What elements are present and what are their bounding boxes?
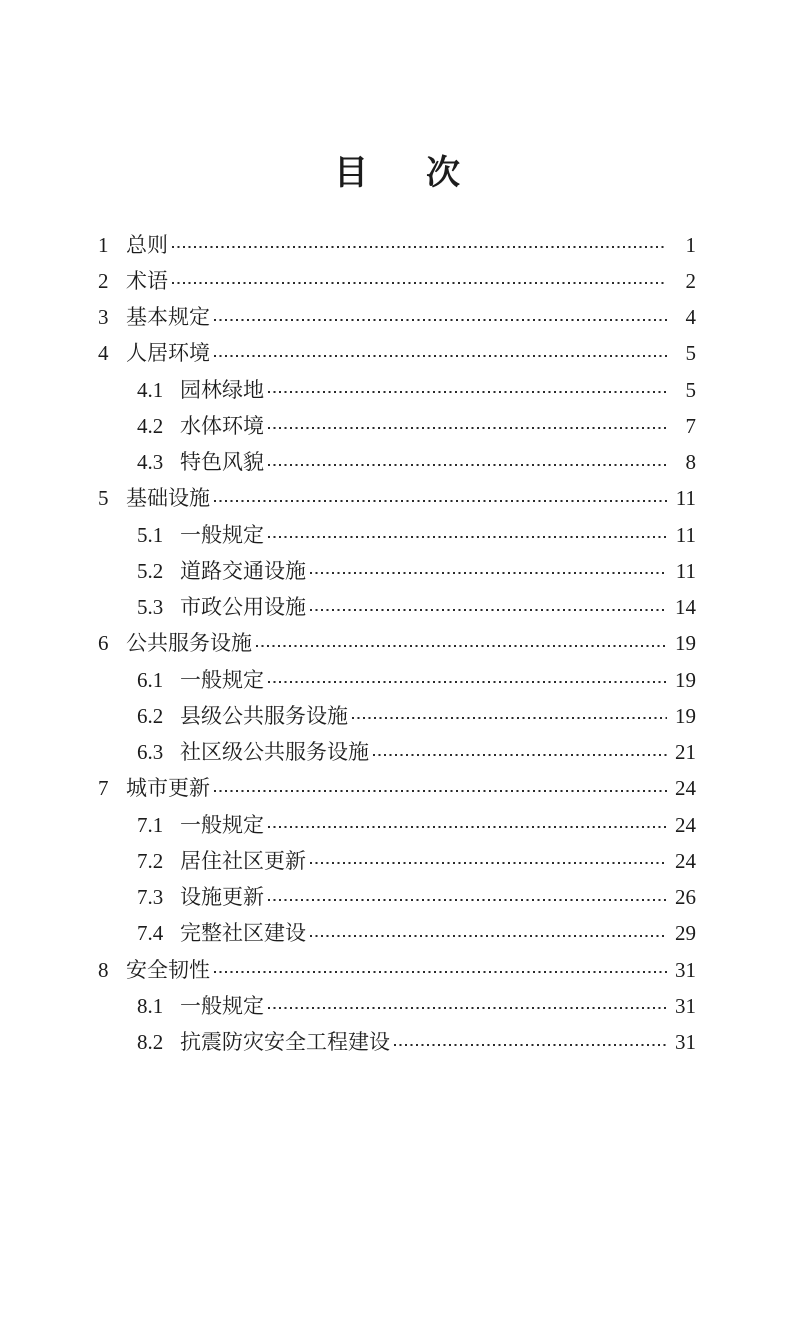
toc-entry-page: 11 — [675, 522, 696, 547]
toc-entry-title: 抗震防灾安全工程建设 — [180, 1030, 390, 1055]
toc-entry-number: 5 — [98, 486, 109, 511]
toc-entry-title: 居住社区更新 — [180, 848, 306, 873]
toc-entry-page: 1 — [685, 232, 696, 257]
toc-entry-page: 5 — [685, 377, 696, 402]
toc-entry — [98, 300, 696, 336]
toc-entry-page: 31 — [675, 1030, 696, 1055]
toc-entry — [98, 662, 696, 698]
toc-entry-page: 19 — [675, 667, 696, 692]
toc-entry-title: 道路交通设施 — [180, 558, 306, 583]
dot-leader — [268, 464, 667, 466]
toc-entry-page: 11 — [675, 486, 696, 511]
toc-entry-page: 31 — [675, 957, 696, 982]
toc-entry-number: 4.2 — [137, 413, 164, 438]
toc-entry — [98, 698, 696, 734]
dot-leader — [268, 427, 667, 429]
toc-entry-title: 基础设施 — [126, 486, 210, 511]
toc-entry-number: 6.1 — [137, 667, 164, 692]
toc-entry-number: 3 — [98, 305, 109, 330]
toc-entry-page: 26 — [675, 885, 696, 910]
toc-entry — [98, 916, 696, 952]
dot-leader — [214, 790, 667, 792]
toc-entry — [98, 372, 696, 408]
toc-entry-title: 总则 — [126, 232, 168, 257]
toc-entry-page: 24 — [675, 776, 696, 801]
dot-leader — [214, 319, 667, 321]
dot-leader — [214, 355, 667, 357]
toc-entry — [98, 735, 696, 771]
toc-entry-number: 6 — [98, 631, 109, 656]
toc-entry-page: 19 — [675, 631, 696, 656]
toc-entry — [98, 771, 696, 807]
toc-entry-number: 2 — [98, 268, 109, 293]
toc-entry-title: 园林绿地 — [180, 377, 264, 402]
toc-entry-title: 一般规定 — [180, 993, 264, 1018]
toc-entry-title: 完整社区建设 — [180, 921, 306, 946]
dot-leader — [268, 899, 667, 901]
toc-entry-title: 特色风貌 — [180, 450, 264, 475]
toc-entry — [98, 445, 696, 481]
toc-entry-number: 7.1 — [137, 812, 164, 837]
dot-leader — [256, 645, 667, 647]
dot-leader — [214, 500, 667, 502]
toc-entry-number: 4.3 — [137, 450, 164, 475]
toc-entry-page: 4 — [685, 305, 696, 330]
dot-leader — [310, 935, 667, 937]
toc-entry-page: 19 — [675, 703, 696, 728]
toc-entry-title: 公共服务设施 — [126, 631, 252, 656]
toc-entry-page: 11 — [675, 558, 696, 583]
toc-entry-title: 安全韧性 — [126, 957, 210, 982]
toc-entry-page: 2 — [685, 268, 696, 293]
toc-entry-number: 4.1 — [137, 377, 164, 402]
dot-leader — [268, 536, 667, 538]
dot-leader — [394, 1044, 667, 1046]
dot-leader — [310, 572, 667, 574]
toc-entry-page: 8 — [685, 450, 696, 475]
toc-entry-number: 1 — [98, 232, 109, 257]
toc-entry — [98, 807, 696, 843]
toc-entry-page: 7 — [685, 413, 696, 438]
toc-entry-number: 8.1 — [137, 993, 164, 1018]
toc-entry-number: 8.2 — [137, 1030, 164, 1055]
toc-entry — [98, 336, 696, 372]
dot-leader — [172, 282, 667, 284]
toc-entry — [98, 553, 696, 589]
toc-entry-page: 31 — [675, 993, 696, 1018]
page-title — [98, 156, 696, 192]
toc-entry-title: 县级公共服务设施 — [180, 703, 348, 728]
page-title-char-left: 目 — [334, 155, 368, 192]
dot-leader — [373, 754, 667, 756]
dot-leader — [214, 971, 667, 973]
toc-entry-title: 基本规定 — [126, 305, 210, 330]
toc-entry-page: 24 — [675, 812, 696, 837]
toc-entry-title: 人居环境 — [126, 341, 210, 366]
toc-entry — [98, 626, 696, 662]
toc-entry-title: 社区级公共服务设施 — [180, 740, 369, 765]
toc-entry — [98, 227, 696, 263]
dot-leader — [310, 609, 667, 611]
dot-leader — [268, 391, 667, 393]
toc-entry-title: 设施更新 — [180, 885, 264, 910]
toc-entry — [98, 988, 696, 1024]
toc-entry — [98, 843, 696, 879]
toc-entry-title: 市政公用设施 — [180, 595, 306, 620]
page-title-char-right: 次 — [426, 155, 460, 192]
toc-list — [98, 227, 696, 1061]
toc-entry — [98, 880, 696, 916]
dot-leader — [268, 681, 667, 683]
toc-entry — [98, 952, 696, 988]
toc-entry-number: 7 — [98, 776, 109, 801]
toc-entry — [98, 263, 696, 299]
toc-entry-page: 21 — [675, 740, 696, 765]
dot-leader — [310, 862, 667, 864]
toc-entry — [98, 517, 696, 553]
toc-entry-title: 城市更新 — [126, 776, 210, 801]
toc-entry-number: 7.3 — [137, 885, 164, 910]
toc-entry-number: 4 — [98, 341, 109, 366]
toc-entry-number: 7.4 — [137, 921, 164, 946]
toc-entry-number: 5.2 — [137, 558, 164, 583]
dot-leader — [268, 1007, 667, 1009]
document-page — [0, 156, 800, 1317]
toc-entry-page: 14 — [675, 595, 696, 620]
toc-entry-page: 29 — [675, 921, 696, 946]
toc-entry-title: 一般规定 — [180, 522, 264, 547]
toc-entry-number: 6.3 — [137, 740, 164, 765]
toc-entry-title: 一般规定 — [180, 812, 264, 837]
dot-leader — [352, 717, 667, 719]
toc-entry-number: 5.3 — [137, 595, 164, 620]
toc-entry — [98, 1025, 696, 1061]
toc-entry-number: 6.2 — [137, 703, 164, 728]
toc-entry-title: 水体环境 — [180, 413, 264, 438]
toc-entry-title: 一般规定 — [180, 667, 264, 692]
toc-entry-number: 7.2 — [137, 848, 164, 873]
dot-leader — [268, 826, 667, 828]
toc-entry — [98, 408, 696, 444]
toc-entry-page: 5 — [685, 341, 696, 366]
toc-entry-number: 8 — [98, 957, 109, 982]
dot-leader — [172, 246, 667, 248]
toc-entry-number: 5.1 — [137, 522, 164, 547]
toc-entry-page: 24 — [675, 848, 696, 873]
toc-entry-title: 术语 — [126, 268, 168, 293]
toc-entry — [98, 481, 696, 517]
toc-entry — [98, 590, 696, 626]
